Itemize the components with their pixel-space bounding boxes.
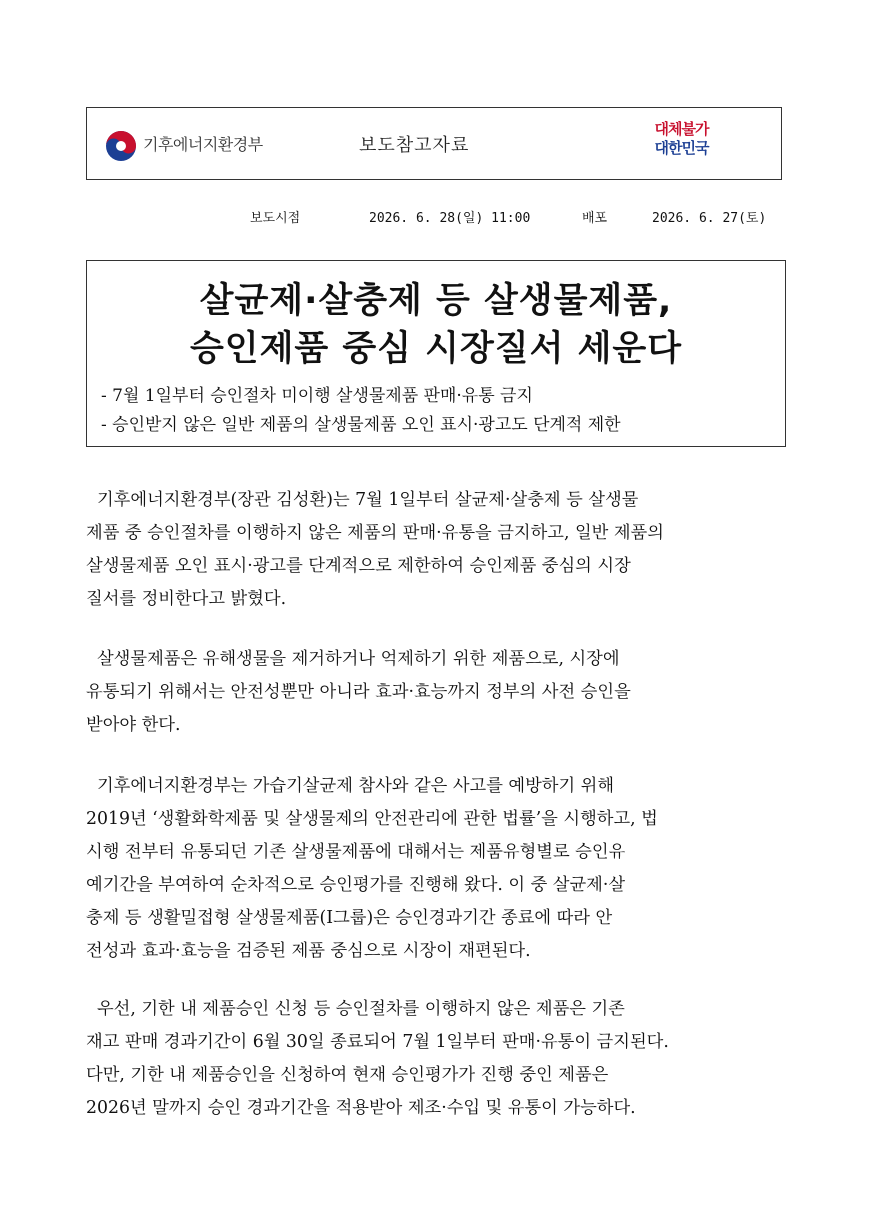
paragraph-line: 살생물제품 오인 표시·광고를 단계적으로 제한하여 승인제품 중심의 시장 xyxy=(86,556,631,576)
paragraph-line: 2026년 말까지 승인 경과기간을 적용받아 제조·수입 및 유통이 가능하다. xyxy=(86,1098,636,1118)
title-box xyxy=(86,260,786,447)
ministry-name: 기후에너지환경부 xyxy=(143,135,263,154)
paragraph-1 xyxy=(86,484,786,616)
document-type: 보도참고자료 xyxy=(359,135,470,156)
paragraph-line: 기후에너지환경부는 가습기살균제 참사와 같은 사고를 예방하기 위해 xyxy=(86,776,615,796)
headline xyxy=(87,277,785,373)
paragraph-line: 시행 전부터 유통되던 기존 살생물제품에 대해서는 제품유형별로 승인유 xyxy=(86,842,626,862)
paragraph-3 xyxy=(86,770,786,968)
letterhead xyxy=(86,107,782,180)
paragraph-line: 받아야 한다. xyxy=(86,715,181,735)
government-emblem-icon xyxy=(105,130,137,162)
paragraph-line: 전성과 효과·효능을 검증된 제품 중심으로 시장이 재편된다. xyxy=(86,941,531,961)
paragraph-2 xyxy=(86,643,786,742)
paragraph-line: 우선, 기한 내 제품승인 신청 등 승인절차를 이행하지 않은 제품은 기존 xyxy=(86,999,625,1019)
subheadline-1: - 7월 1일부터 승인절차 미이행 살생물제품 판매·유통 금지 xyxy=(101,386,533,406)
slogan-line-2: 대한민국 xyxy=(654,139,709,157)
paragraph-line: 살생물제품은 유해생물을 제거하거나 억제하기 위한 제품으로, 시장에 xyxy=(86,649,620,669)
paragraph-line: 충제 등 생활밀접형 살생물제품(Ⅰ그룹)은 승인경과기간 종료에 따라 안 xyxy=(86,908,613,928)
slogan-line-1: 대체불가 xyxy=(654,120,709,138)
headline-line-2: 승인제품 중심 시장질서 세운다 xyxy=(189,329,683,369)
headline-line-1: 살균제·살충제 등 살생물제품, xyxy=(199,281,673,321)
subheadline-2: - 승인받지 않은 일반 제품의 살생물제품 오인 표시·광고도 단계적 제한 xyxy=(101,415,621,435)
paragraph-line: 2019년 ‘생활화학제품 및 살생물제의 안전관리에 관한 법률’을 시행하고, 법 xyxy=(86,809,658,829)
release-info xyxy=(0,207,870,227)
slogan-logo xyxy=(634,120,729,158)
paragraph-line: 다만, 기한 내 제품승인을 신청하여 현재 승인평가가 진행 중인 제품은 xyxy=(86,1065,609,1085)
paragraph-line: 기후에너지환경부(장관 김성환)는 7월 1일부터 살균제·살충제 등 살생물 xyxy=(86,490,639,510)
paragraph-line: 예기간을 부여하여 순차적으로 승인평가를 진행해 왔다. 이 중 살균제·살 xyxy=(86,875,626,895)
paragraph-line: 질서를 정비한다고 밝혔다. xyxy=(86,589,287,609)
paragraph-line: 제품 중 승인절차를 이행하지 않은 제품의 판매·유통을 금지하고, 일반 제품의 xyxy=(86,523,664,543)
paragraph-line: 유통되기 위해서는 안전성뿐만 아니라 효과·효능까지 정부의 사전 승인을 xyxy=(86,682,631,702)
distribution-label: 배포 xyxy=(582,211,608,226)
paragraph-line: 재고 판매 경과기간이 6월 30일 종료되어 7월 1일부터 판매·유통이 금지된다. xyxy=(86,1032,669,1052)
paragraph-4 xyxy=(86,993,786,1125)
distribution-date: 2026. 6. 27(토) xyxy=(652,211,767,226)
release-datetime: 2026. 6. 28(일) 11:00 xyxy=(369,211,531,226)
subheadlines xyxy=(101,382,621,440)
release-label: 보도시점 xyxy=(250,211,301,226)
